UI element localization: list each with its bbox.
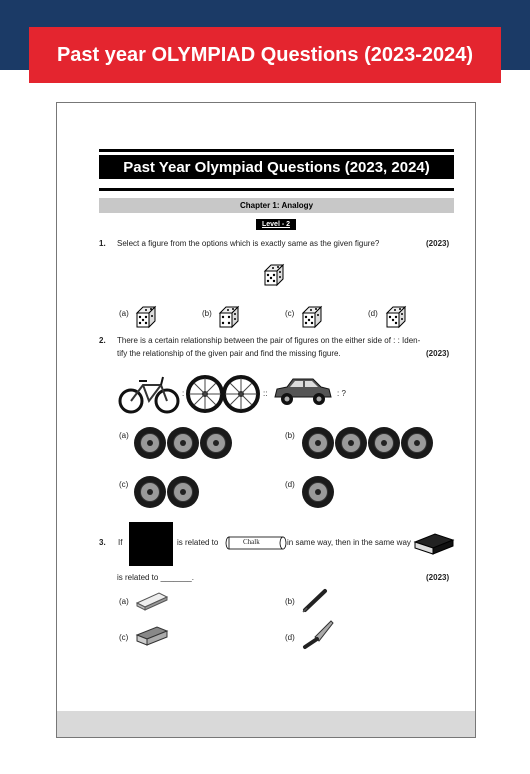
wheel-icon: [368, 427, 400, 459]
q2-option-c-label: (c): [119, 480, 129, 489]
chalk-label: Chalk: [243, 538, 260, 546]
q1-option-b-label: (b): [202, 309, 212, 318]
pen-icon[interactable]: [301, 587, 331, 613]
q3-related-text: is related to: [177, 538, 219, 547]
q2-number: 2.: [99, 336, 106, 345]
q2-text-line2: tify the relationship of the given pair and find the missing figure.: [117, 349, 341, 358]
two-wheels-icon: [186, 374, 260, 414]
wheel-icon: [134, 427, 166, 459]
knife-icon[interactable]: [301, 619, 335, 651]
wheel-icon: [134, 476, 166, 508]
dice-option-d-icon[interactable]: [385, 305, 409, 329]
blackboard-square-icon: [129, 522, 173, 566]
bicycle-icon: [117, 373, 181, 415]
duster-icon[interactable]: [135, 623, 169, 647]
q2-option-a-label: (a): [119, 431, 129, 440]
car-icon: [271, 373, 333, 409]
q1-option-a-label: (a): [119, 309, 129, 318]
q3-year: (2023): [426, 573, 450, 582]
q2-double-sep: ::: [263, 389, 268, 398]
q3-if: If: [118, 538, 123, 547]
q1-year: (2023): [426, 239, 450, 248]
q1-option-d-label: (d): [368, 309, 378, 318]
chapter-heading: Chapter 1: Analogy: [99, 198, 454, 213]
page-title-box: [99, 149, 454, 191]
wheel-icon: [167, 476, 199, 508]
book-icon: [413, 528, 455, 556]
level-badge: Level - 2: [256, 219, 296, 230]
wheel-icon: [302, 427, 334, 459]
q2-sep1: :: [182, 389, 185, 398]
q3-line2: is related to _______.: [117, 573, 194, 582]
dice-option-a-icon[interactable]: [135, 305, 159, 329]
wheel-icon: [200, 427, 232, 459]
q3-option-b-label: (b): [285, 597, 295, 606]
q3-tail-text: in same way, then in the same way: [287, 538, 411, 547]
wheel-icon: [335, 427, 367, 459]
dice-figure-question: [263, 263, 287, 287]
q3-number: 3.: [99, 538, 106, 547]
q2-year: (2023): [426, 349, 450, 358]
dice-option-b-icon[interactable]: [218, 305, 242, 329]
wheel-icon: [401, 427, 433, 459]
wheel-icon: [302, 476, 334, 508]
wheel-icon: [167, 427, 199, 459]
q1-option-c-label: (c): [285, 309, 295, 318]
dice-option-c-icon[interactable]: [301, 305, 325, 329]
q2-option-b-label: (b): [285, 431, 295, 440]
banner-title: Past year OLYMPIAD Questions (2023-2024): [29, 27, 501, 83]
page-footer-bar: [57, 711, 475, 737]
q1-number: 1.: [99, 239, 106, 248]
page-title: Past Year Olympiad Questions (2023, 2024): [99, 155, 454, 179]
q1-text: Select a figure from the options which is exactly same as the given figure?: [117, 239, 380, 248]
q3-option-a-label: (a): [119, 597, 129, 606]
q3-option-c-label: (c): [119, 633, 129, 642]
chalk-piece-icon[interactable]: [135, 589, 169, 611]
worksheet-page: [56, 102, 476, 738]
q3-option-d-label: (d): [285, 633, 295, 642]
q2-text-line1: There is a certain relationship between the pair of figures on the either side of : : Iden-: [117, 336, 421, 345]
q2-missing-figure: : ?: [337, 389, 346, 398]
q2-option-d-label: (d): [285, 480, 295, 489]
